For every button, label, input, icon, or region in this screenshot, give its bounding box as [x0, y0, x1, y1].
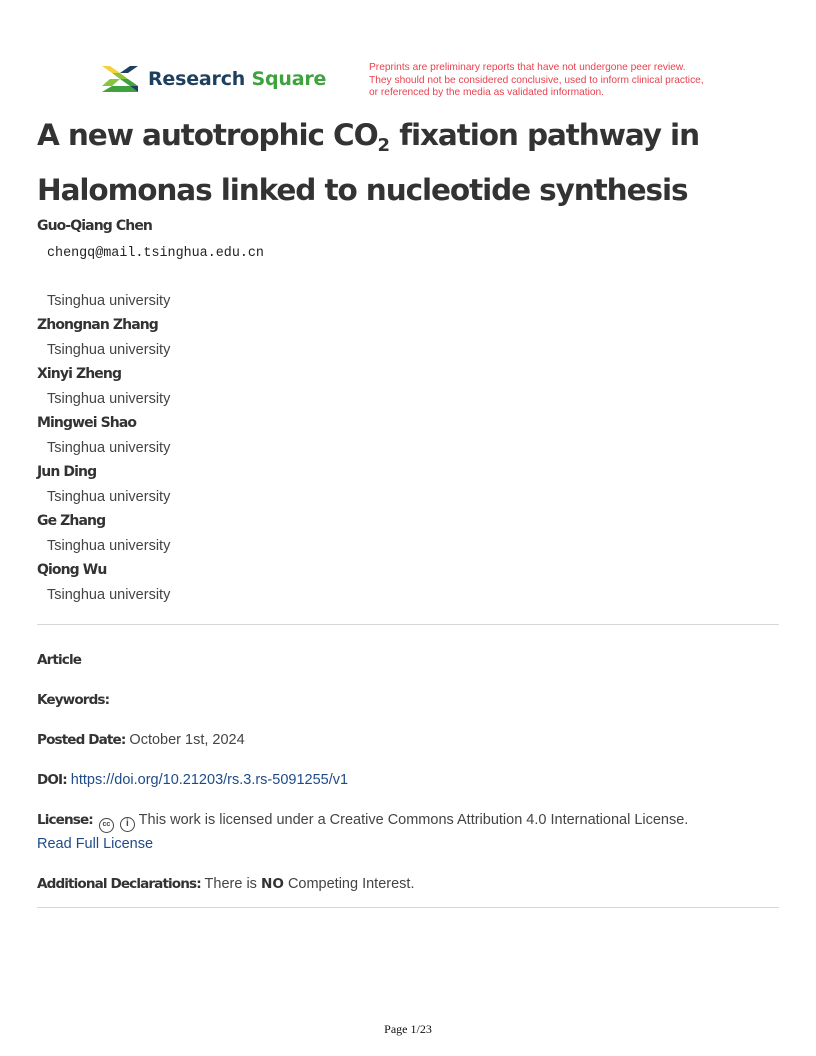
preprint-disclaimer: Preprints are preliminary reports that have not undergone peer review. They should not be considered conclusive, used to inform clinical practice, or referenced by the media as validated information.: [369, 62, 704, 99]
article-type: Article: [37, 652, 82, 668]
page-header: [0, 0, 816, 110]
author-name[interactable]: Jun Ding: [37, 464, 97, 480]
attribution-icon: i: [120, 817, 135, 832]
author-entry: [37, 511, 264, 560]
divider: [37, 907, 779, 908]
doi-link[interactable]: https://doi.org/10.21203/rs.3.rs-5091255/v1: [70, 772, 349, 788]
logo-text: Research Square: [148, 68, 327, 90]
author-affiliation: Tsinghua university: [47, 587, 171, 603]
author-entry: [37, 315, 264, 364]
doi-row: DOI: https://doi.org/10.21203/rs.3.rs-5091255/v1: [37, 772, 349, 788]
author-affiliation: Tsinghua university: [47, 538, 171, 554]
keywords-row: Keywords:: [37, 692, 110, 708]
author-name[interactable]: Guo-Qiang Chen: [37, 218, 152, 234]
research-square-logo-icon: [100, 64, 140, 94]
author-affiliation: Tsinghua university: [47, 489, 171, 505]
author-name[interactable]: Zhongnan Zhang: [37, 317, 158, 333]
author-affiliation: Tsinghua university: [47, 440, 171, 456]
author-name[interactable]: Qiong Wu: [37, 562, 107, 578]
divider: [37, 624, 779, 625]
cc-icon: cc: [99, 818, 114, 833]
author-affiliation: Tsinghua university: [47, 391, 171, 407]
page-number: Page 1/23: [384, 1022, 432, 1036]
license-link-row: [37, 834, 153, 854]
read-full-license-link[interactable]: Read Full License: [37, 836, 154, 852]
author-entry: [37, 216, 264, 315]
paper-title: A new autotrophic $CO_2$ fixation pathway in Halomonas linked to nucleotide synthesis: [37, 118, 699, 207]
author-entry: [37, 560, 264, 609]
author-name[interactable]: Xinyi Zheng: [37, 366, 122, 382]
author-entry: [37, 462, 264, 511]
declarations-row: Additional Declarations: There is NO Competing Interest.: [37, 876, 415, 892]
posted-date-row: Posted Date: October 1st, 2024: [37, 732, 245, 748]
posted-date-value: October 1st, 2024: [129, 732, 245, 748]
author-name[interactable]: Mingwei Shao: [37, 415, 137, 431]
author-entry: [37, 413, 264, 462]
author-name[interactable]: Ge Zhang: [37, 513, 106, 529]
author-affiliation: Tsinghua university: [47, 342, 171, 358]
author-list: [37, 216, 264, 609]
license-row: License: cc i This work is licensed under a Creative Commons Attribution 4.0 International License.: [37, 810, 688, 833]
author-affiliation: Tsinghua university: [47, 293, 171, 309]
license-text: This work is licensed under a Creative Commons Attribution 4.0 International License.: [138, 812, 689, 828]
author-entry: [37, 364, 264, 413]
author-email[interactable]: chengq@mail.tsinghua.edu.cn: [47, 246, 264, 261]
research-square-logo[interactable]: [100, 64, 326, 94]
